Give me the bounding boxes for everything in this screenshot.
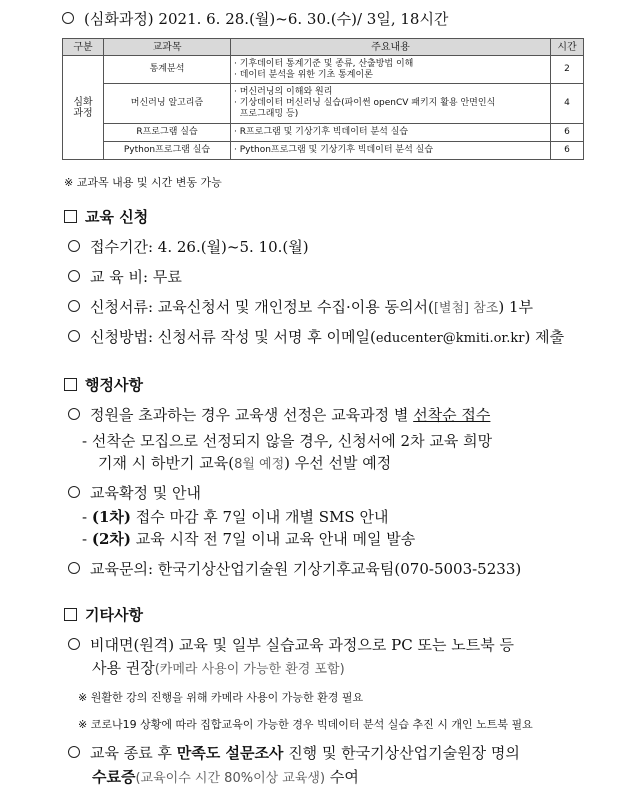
attachment-ref: [별첨] 참조 — [433, 301, 499, 316]
list-item-text: 접수기간: 4. 26.(월)~5. 10.(월) — [90, 238, 309, 256]
list-item — [68, 236, 309, 257]
section-title-text: 기타사항 — [85, 606, 143, 624]
list-item-cont — [92, 766, 359, 787]
circle-bullet-icon — [68, 330, 80, 342]
list-item-text: 교육문의: 한국기상산업기술원 기상기후교육팀(070-5003-5233) — [90, 560, 522, 578]
square-bullet-icon — [64, 608, 77, 621]
email-address: educenter@kmiti.or.kr — [375, 331, 525, 346]
section-title-apply — [64, 206, 148, 227]
category-cell: 심화 과정 — [63, 56, 104, 160]
section-title-etc — [64, 604, 143, 625]
subject-cell: 머신러닝 알고리즘 — [104, 84, 231, 124]
table-header-cell: 교과목 — [104, 39, 231, 56]
list-item — [68, 326, 564, 347]
list-item — [68, 634, 514, 655]
list-item-text: 신청방법: 신청서류 작성 및 서명 후 이메일( — [90, 328, 376, 346]
list-item-text: 수여 — [325, 768, 359, 786]
underlined-text: 선착순 접수 — [413, 406, 491, 424]
circle-bullet-icon — [68, 486, 80, 498]
table-header-cell: 주요내용 — [231, 39, 551, 56]
subject-cell: Python프로그램 실습 — [104, 142, 231, 160]
table-row — [63, 142, 584, 160]
table-row — [63, 124, 584, 142]
list-item-text: 진행 및 한국기상산업기술원장 명의 — [283, 744, 520, 762]
circle-bullet-icon — [68, 408, 80, 420]
hours-cell: 6 — [551, 124, 584, 142]
circle-bullet-icon — [68, 270, 80, 282]
section-title-text: 행정사항 — [85, 376, 143, 394]
hours-cell: 6 — [551, 142, 584, 160]
square-bullet-icon — [64, 210, 77, 223]
content-line: · R프로그램 및 기상기후 빅데이터 분석 실습 — [234, 127, 409, 137]
list-item-cont — [92, 657, 345, 678]
circle-bullet-icon — [68, 562, 80, 574]
list-item-note: (교육이수 시간 80%이상 교육생) — [135, 771, 326, 786]
list-item-text: 신청서류: 교육신청서 및 개인정보 수집·이용 동의서( — [90, 298, 434, 316]
content-line: · 데이터 분석을 위한 기초 통계이론 — [234, 69, 373, 80]
sub-item-label: (2차) — [91, 530, 131, 548]
list-item-text: 사용 권장 — [92, 659, 155, 677]
list-item-note: (카메라 사용이 가능한 환경 포함) — [154, 662, 345, 677]
bold-text: 만족도 설문조사 — [176, 744, 284, 762]
square-bullet-icon — [64, 378, 77, 391]
table-header-cell: 구분 — [63, 39, 104, 56]
course-header-text: (심화과정) 2021. 6. 28.(월)~6. 30.(수)/ 3일, 18시간 — [84, 10, 449, 28]
list-item-text: 비대면(원격) 교육 및 일부 실습교육 과정으로 PC 또는 노트북 등 — [90, 636, 514, 654]
section-title-admin — [64, 374, 143, 395]
content-line: · 머신러닝의 이해와 원리 — [234, 87, 333, 97]
list-item-text: 교 육 비: 무료 — [90, 268, 182, 286]
content-cell — [231, 124, 551, 142]
hours-cell: 2 — [551, 56, 584, 84]
sub-item — [98, 452, 391, 473]
note-line: ※ 코로나19 상황에 따라 집합교육이 가능한 경우 빅데이터 분석 실습 추진 시 개인 노트북 필요 — [78, 718, 533, 731]
circle-bullet-icon — [62, 12, 74, 24]
circle-bullet-icon — [68, 300, 80, 312]
list-item — [68, 742, 520, 763]
course-header-line — [62, 8, 448, 29]
section-title-text: 교육 신청 — [85, 208, 149, 226]
circle-bullet-icon — [68, 746, 80, 758]
sub-item: - (2차) 교육 시작 전 7일 이내 교육 안내 메일 발송 — [82, 530, 416, 548]
table-note: ※ 교과목 내용 및 시간 변동 가능 — [64, 176, 222, 189]
sub-item-label: (1차) — [91, 508, 131, 526]
sub-item-text: ) 우선 선발 예정 — [284, 454, 392, 472]
list-item-text: 교육확정 및 안내 — [90, 484, 201, 502]
list-item — [68, 558, 521, 579]
sub-item: - (1차) 접수 마감 후 7일 이내 개별 SMS 안내 — [82, 508, 389, 526]
table-header-cell: 시간 — [551, 39, 584, 56]
sub-item-note: 8월 예정 — [234, 457, 285, 472]
hours-cell: 4 — [551, 84, 584, 124]
content-line: · 기후데이터 통계기준 및 종류, 산출방법 이해 — [234, 58, 414, 69]
sub-item-text: 기재 시 하반기 교육( — [98, 454, 235, 472]
list-item-text: 교육 종료 후 — [90, 744, 177, 762]
sub-item-text: 접수 마감 후 7일 이내 개별 SMS 안내 — [130, 508, 389, 526]
content-cell — [231, 84, 551, 124]
bold-text: 수료증 — [92, 768, 136, 786]
content-line: · Python프로그램 및 기상기후 빅데이터 분석 실습 — [234, 145, 434, 155]
list-item-text: 정원을 초과하는 경우 교육생 선정은 교육과정 별 — [90, 406, 414, 424]
list-item — [68, 296, 533, 317]
content-cell — [231, 142, 551, 160]
table-header-row — [63, 39, 584, 56]
table-row — [63, 84, 584, 124]
list-item — [68, 266, 182, 287]
content-cell — [231, 56, 551, 84]
table-row — [63, 56, 584, 84]
list-item-text: ) 제출 — [524, 328, 565, 346]
circle-bullet-icon — [68, 638, 80, 650]
content-line: 프로그래밍 등) — [234, 109, 299, 119]
content-line: · 기상데이터 머신러닝 실습(파이썬 openCV 패키지 활용 안면인식 — [234, 98, 496, 108]
circle-bullet-icon — [68, 240, 80, 252]
list-item — [68, 482, 201, 503]
sub-item: - 선착순 모집으로 선정되지 않을 경우, 신청서에 2차 교육 희망 — [82, 432, 493, 450]
subject-cell: R프로그램 실습 — [104, 124, 231, 142]
note-line: ※ 원활한 강의 진행을 위해 카메라 사용이 가능한 환경 필요 — [78, 691, 364, 704]
sub-item-text: 교육 시작 전 7일 이내 교육 안내 메일 발송 — [130, 530, 416, 548]
list-item — [68, 404, 490, 425]
course-table — [62, 38, 584, 160]
subject-cell: 통계분석 — [104, 56, 231, 84]
list-item-text: ) 1부 — [498, 298, 533, 316]
